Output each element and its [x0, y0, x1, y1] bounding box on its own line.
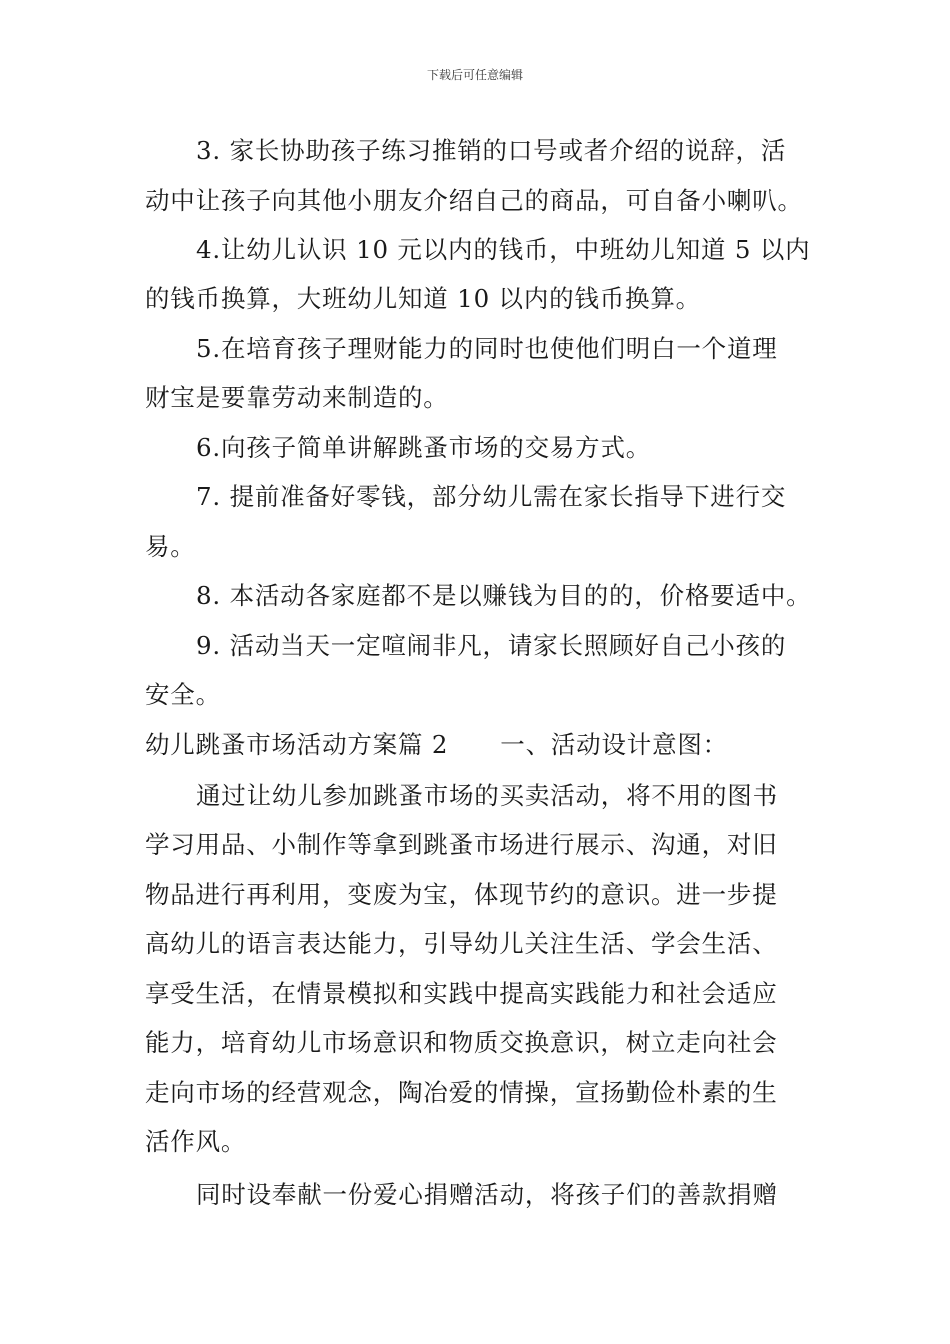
- paragraph-line: 8. 本活动各家庭都不是以赚钱为目的的，价格要适中。: [196, 581, 812, 610]
- paragraph-line: 物品进行再利用，变废为宝，体现节约的意识。进一步提: [145, 880, 778, 909]
- paragraph-line: 走向市场的经营观念，陶冶爱的情操，宣扬勤俭朴素的生: [145, 1078, 778, 1107]
- section-title: 幼儿跳蚤市场活动方案篇 2: [145, 730, 449, 759]
- paragraph-line: 9. 活动当天一定喧闹非凡，请家长照顾好自己小孩的: [196, 631, 787, 660]
- paragraph-line: 的钱币换算，大班幼儿知道 10 以内的钱币换算。: [145, 284, 701, 313]
- paragraph-line: 4.让幼儿认识 10 元以内的钱币，中班幼儿知道 5 以内: [196, 235, 811, 264]
- paragraph-line: 活作风。: [145, 1127, 247, 1156]
- paragraph-line: 7. 提前准备好零钱，部分幼儿需在家长指导下进行交: [196, 482, 787, 511]
- paragraph-line: 同时设奉献一份爱心捐赠活动，将孩子们的善款捐赠: [196, 1180, 778, 1209]
- paragraph-line: 动中让孩子向其他小朋友介绍自己的商品，可自备小喇叭。: [145, 186, 803, 215]
- paragraph-line: 5.在培育孩子理财能力的同时也使他们明白一个道理: [196, 334, 778, 363]
- paragraph-line: 安全。: [145, 680, 221, 709]
- page-header: 下载后可任意编辑: [426, 68, 523, 82]
- paragraph-line: 高幼儿的语言表达能力，引导幼儿关注生活、学会生活、: [145, 929, 778, 958]
- paragraph-line: 通过让幼儿参加跳蚤市场的买卖活动，将不用的图书: [196, 781, 778, 810]
- paragraph-line: 6.向孩子简单讲解跳蚤市场的交易方式。: [196, 433, 652, 462]
- paragraph-line: 3. 家长协助孩子练习推销的口号或者介绍的说辞，活: [196, 136, 787, 165]
- paragraph-line: 学习用品、小制作等拿到跳蚤市场进行展示、沟通，对旧: [145, 830, 778, 859]
- section-subtitle: 一、活动设计意图：: [500, 730, 728, 759]
- paragraph-line: 财宝是要靠劳动来制造的。: [145, 383, 449, 412]
- paragraph-line: 能力，培育幼儿市场意识和物质交换意识，树立走向社会: [145, 1028, 778, 1057]
- paragraph-line: 易。: [145, 532, 196, 561]
- section-heading: [145, 725, 815, 765]
- paragraph-line: 享受生活，在情景模拟和实践中提高实践能力和社会适应: [145, 979, 778, 1008]
